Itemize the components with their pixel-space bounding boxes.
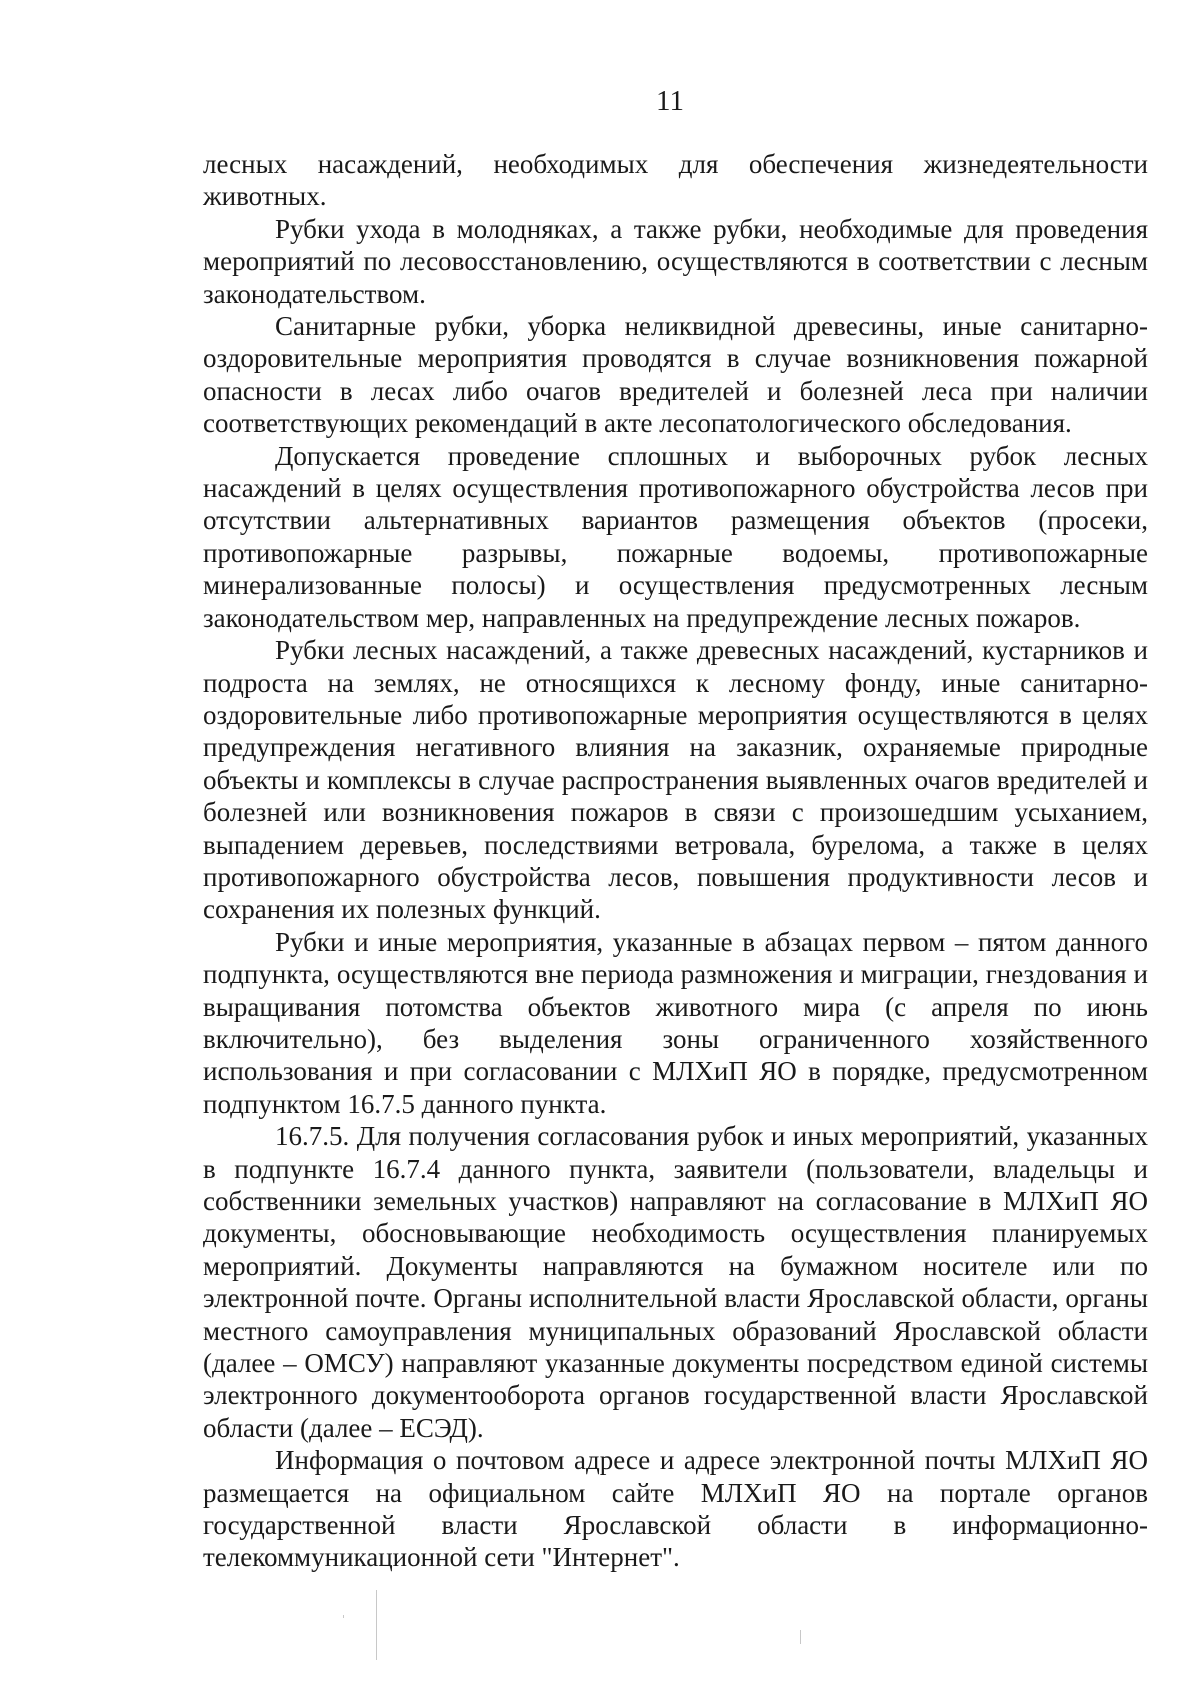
scan-artifact (376, 1590, 377, 1660)
paragraph-thinning-cuttings: Рубки ухода в молодняках, а также рубки, необходимые для проведения мероприятий по лесовосстановлению, осуществляются в соответствии с лесным законодательством. (203, 213, 1148, 309)
document-body (203, 148, 1148, 1574)
scan-artifact (343, 1615, 344, 1618)
page-number: 11 (656, 85, 684, 117)
paragraph-sanitary-cuttings: Санитарные рубки, уборка неликвидной древесины, иные санитарно-оздоровительные мероприятия проводятся в случае возникновения пожарной опасности в лесах либо очагов вредителей и болезней леса при наличии соответствующих рекомендаций в акте лесопатологического обследования. (203, 311, 1148, 439)
paragraph-fire-prevention-cuttings: Допускается проведение сплошных и выборочных рубок лесных насаждений в целях осуществления противопожарного обустройства лесов при отсутствии альтернативных вариантов размещения объектов (просеки, противопожарные разрывы, пожарные водоемы, противопожарные минерализованные полосы) и осуществления предусмотренных лесным законодательством мер, направленных на предупреждение лесных пожаров. (203, 440, 1148, 633)
paragraph-non-forest-land-cuttings: Рубки лесных насаждений, а также древесных насаждений, кустарников и подроста на землях, не относящихся к лесному фонду, иные санитарно-оздоровительные либо противопожарные мероприятия осуществляются в целях предупреждения негативного влияния на заказник, охраняемые природные объекты и комплексы в случае распространения выявленных очагов вредителей и болезней или возникновения пожаров в связи с произошедшим усыханием, выпадением деревьев, последствиями ветровала, бурелома, а также в целях противопожарного обустройства лесов, повышения продуктивности лесов и сохранения их полезных функций. (203, 635, 1148, 925)
paragraph-16-7-5-approval-procedure: 16.7.5. Для получения согласования рубок и иных мероприятий, указанных в подпункте 16.7.4 данного пункта, заявители (пользователи, владельцы и собственники земельных участков) направляют на согласование в МЛХиП ЯО документы, обосновывающие необходимость осуществления планируемых мероприятий. Документы направляются на бумажном носителе или по электронной почте. Органы исполнительной власти Ярославской области, органы местного самоуправления муниципальных образований Ярославской области (далее – ОМСУ) направляют указанные документы посредством единой системы электронного документооборота органов государственной власти Ярославской области (далее – ЕСЭД). (203, 1121, 1148, 1443)
paragraph-contact-information: Информация о почтовом адресе и адресе электронной почты МЛХиП ЯО размещается на официальном сайте МЛХиП ЯО на портале органов государственной власти Ярославской области в информационно-телекоммуникационной сети "Интернет". (203, 1445, 1148, 1573)
scan-artifact (800, 1630, 801, 1644)
paragraph-timing-restrictions: Рубки и иные мероприятия, указанные в абзацах первом – пятом данного подпункта, осуществляются вне периода размножения и миграции, гнездования и выращивания потомства объектов животного мира (с апреля по июнь включительно), без выделения зоны ограниченного хозяйственного использования и при согласовании с МЛХиП ЯО в порядке, предусмотренном подпунктом 16.7.5 данного пункта. (203, 926, 1148, 1119)
paragraph-continuation: лесных насаждений, необходимых для обеспечения жизнедеятельности животных. (203, 149, 1148, 212)
